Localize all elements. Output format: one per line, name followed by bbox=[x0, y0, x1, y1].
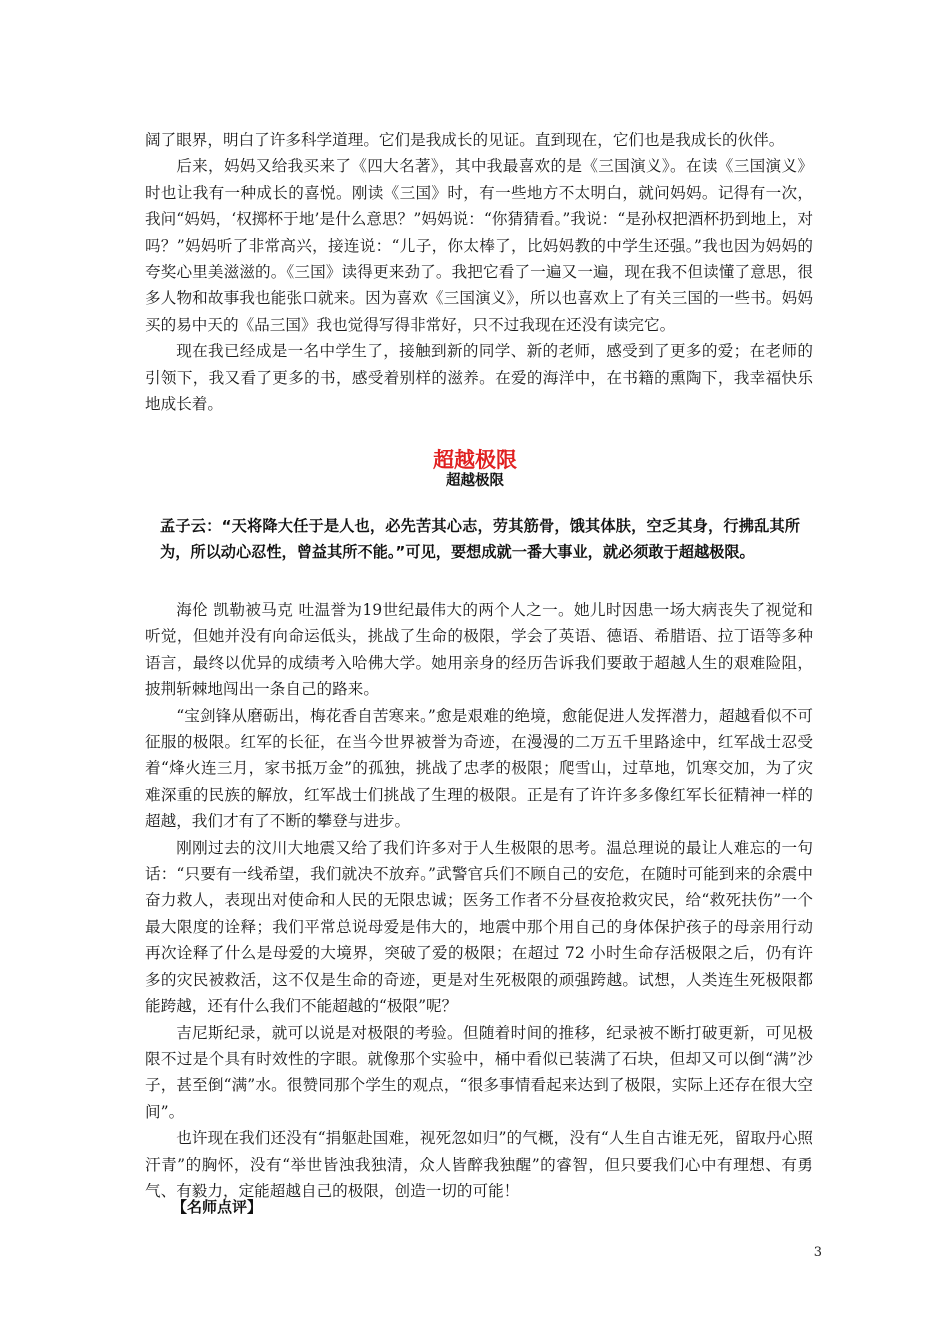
paragraph: 现在我已经成是一名中学生了，接触到新的同学、新的老师，感受到了更多的爱；在老师的引领下，我又看了更多的书，感受着别样的滋养。在爱的海洋中，在书籍的熏陶下，我幸福快乐地成长着。 bbox=[145, 342, 813, 414]
paragraph: “宝剑锋从磨砺出，梅花香自苦寒来。”愈是艰难的绝境，愈能促进人发挥潜力，超越看似不可征服的极限。红军的长征，在当今世界被誉为奇迹，在漫漫的二万五千里路途中，红军战士忍受着“烽火连三月，家书抵万金”的孤独，挑战了忠孝的极限；爬雪山，过草地，饥寒交加，为了灾难深重的民族的解放，红军战士们挑战了生理的极限。正是有了许许多多像红军长征精神一样的超越，我们才有了不断的攀登与进步。 bbox=[145, 706, 813, 831]
essay-subtitle: 超越极限 bbox=[446, 473, 504, 489]
paragraph: 后来，妈妈又给我买来了《四大名著》，其中我最喜欢的是《三国演义》。在读《三国演义》时也让我有一种成长的喜悦。刚读《三国》时，有一些地方不太明白，就问妈妈。记得有一次，我问“妈妈，‘权掷杯于地’是什么意思？”妈妈说：“你猜猜看。”我说：“是孙权把酒杯扔到地上，对吗？”妈妈听了非常高兴，接连说：“儿子，你太棒了，比妈妈教的中学生还强。”我也因为妈妈的夸奖心里美滋滋的。《三国》读得更来劲了。我把它看了一遍又一遍，现在我不但读懂了意思，很多人物和故事我也能张口就来。因为喜欢《三国演义》，所以也喜欢上了有关三国的一些书。妈妈买的易中天的《品三国》我也觉得写得非常好，只不过我现在还没有读完它。 bbox=[145, 157, 813, 334]
previous-essay-ending bbox=[145, 127, 813, 417]
opening-quote: 孟子云：“天将降大任于是人也，必先苦其心志，劳其筋骨，饿其体肤，空乏其身，行拂乱其所为，所以动心忍性，曾益其所不能。”可见，要想成就一番大事业，就必须敢于超越极限。 bbox=[160, 517, 800, 561]
paragraph: 也许现在我们还没有“捐躯赴国难，视死忽如归”的气概，没有“人生自古谁无死，留取丹心照汗青”的胸怀，没有“举世皆浊我独清，众人皆醉我独醒”的睿智，但只要我们心中有理想、有勇气、有毅力，定能超越自己的极限，创造一切的可能！ bbox=[145, 1129, 813, 1200]
page-number: 3 bbox=[813, 1245, 822, 1260]
essay-body bbox=[145, 597, 813, 1204]
essay-title: 超越极限 bbox=[433, 448, 517, 472]
paragraph: 海伦 凯勒被马克 吐温誉为19世纪最伟大的两个人之一。她儿时因患一场大病丧失了视觉和听觉，但她并没有向命运低头，挑战了生命的极限，学会了英语、德语、希腊语、拉丁语等多种语言，最终以优异的成绩考入哈佛大学。她用亲身的经历告诉我们要敢于超越人生的艰难险阻，披荆斩棘地闯出一条自己的路来。 bbox=[145, 601, 813, 699]
teacher-review-heading: 【名师点评】 bbox=[172, 1198, 263, 1216]
paragraph: 阔了眼界，明白了许多科学道理。它们是我成长的见证。直到现在，它们也是我成长的伙伴。 bbox=[145, 131, 785, 149]
paragraph: 吉尼斯纪录，就可以说是对极限的考验。但随着时间的推移，纪录被不断打破更新，可见极限不过是个具有时效性的字眼。就像那个实验中，桶中看似已装满了石块，但却又可以倒“满”沙子，甚至倒“满”水。很赞同那个学生的观点，“很多事情看起来达到了极限，实际上还存在很大空间”。 bbox=[145, 1023, 813, 1121]
paragraph: 刚刚过去的汶川大地震又给了我们许多对于人生极限的思考。温总理说的最让人难忘的一句话：“只要有一线希望，我们就决不放弃。”武警官兵们不顾自己的安危，在随时可能到来的余震中奋力救人，表现出对使命和人民的无限忠诚；医务工作者不分昼夜抢救灾民，给“救死扶伤”一个最大限度的诠释；我们平常总说母爱是伟大的，地震中那个用自己的身体保护孩子的母亲用行动再次诠释了什么是母爱的大境界，突破了爱的极限；在超过 72 小时生命存活极限之后，仍有许多的灾民被救活，这不仅是生命的奇迹，更是对生死极限的顽强跨越。试想，人类连生死极限都能跨越，还有什么我们不能超越的“极限”呢？ bbox=[145, 838, 813, 1016]
